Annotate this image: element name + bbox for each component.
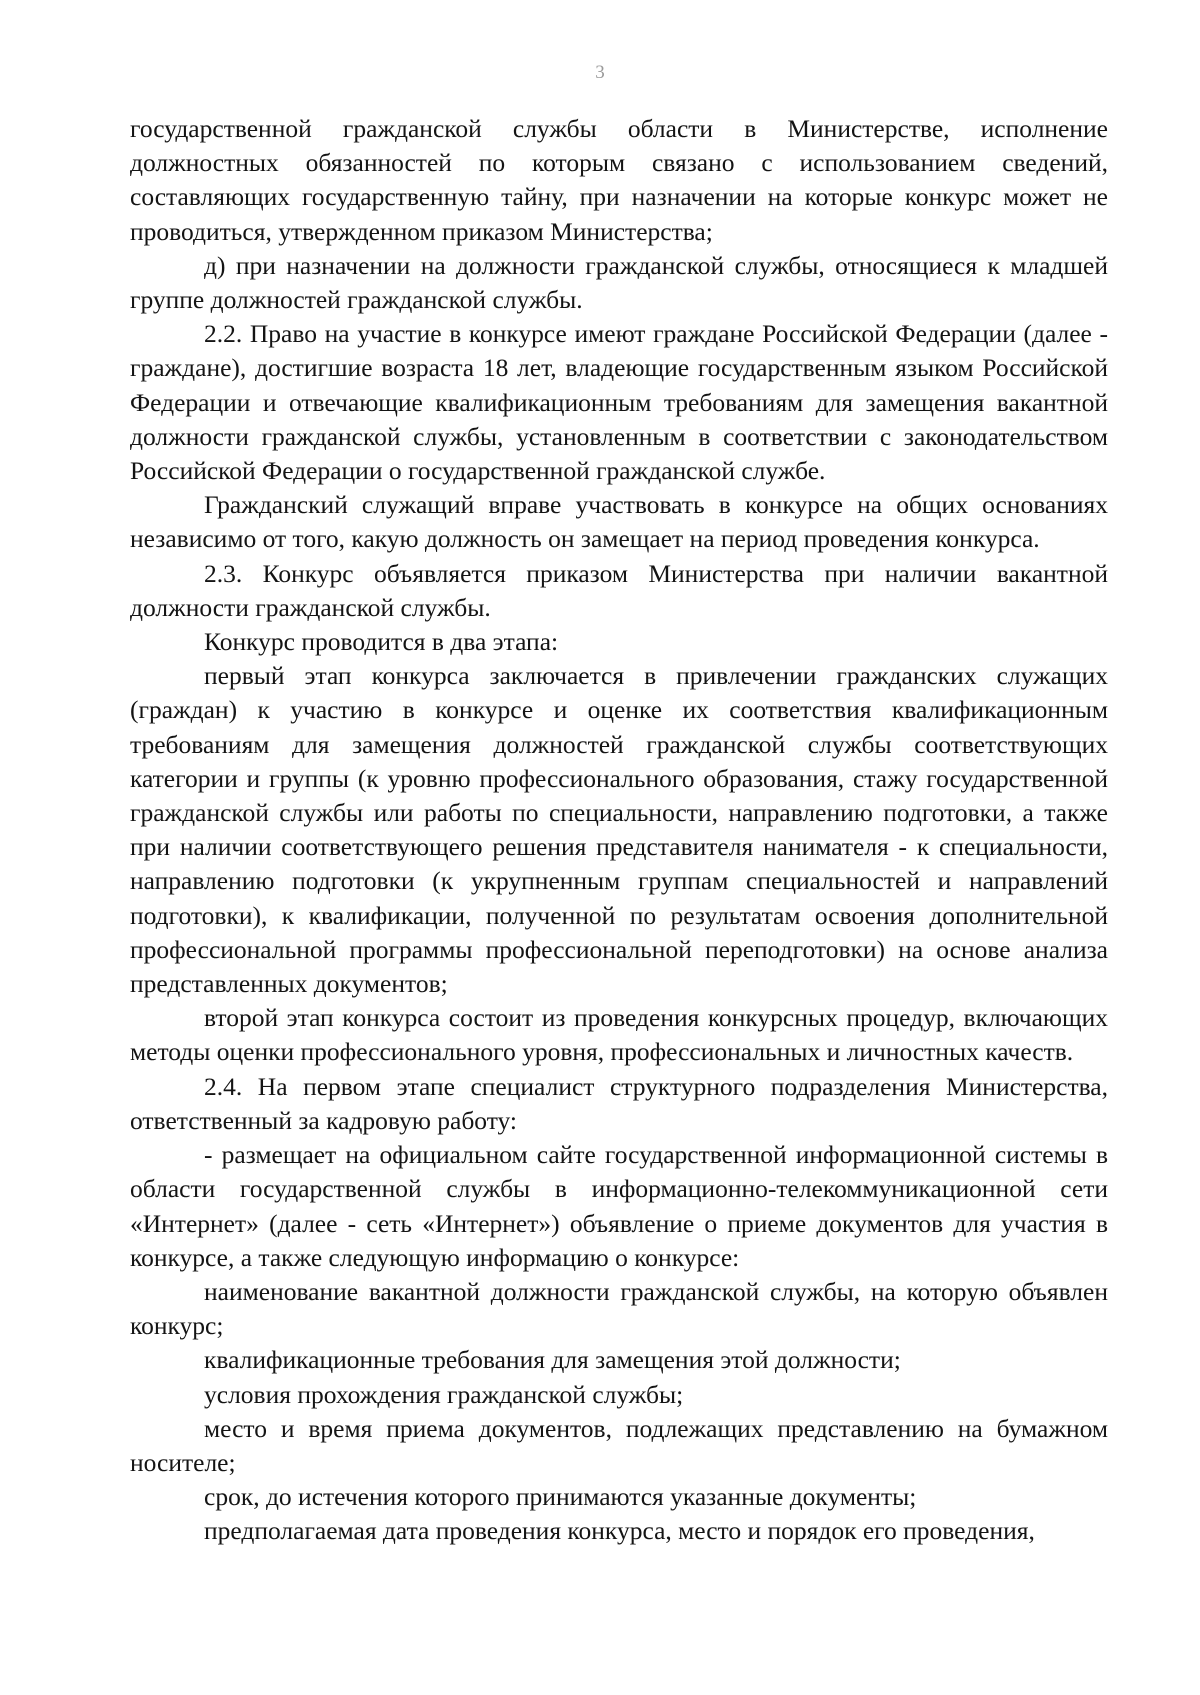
- paragraph: первый этап конкурса заключается в привлечении гражданских служащих (граждан) к участию в конкурсе и оценке их соответствия квалификационным требованиям для замещения должностей гражданской службы соответствующих категории и группы (к уровню профессионального образования, стажу государственной гражданской службы или работы по специальности, направлению подготовки, а также при наличии соответствующего решения представителя нанимателя - к специальности, направлению подготовки (к укрупненным группам специальностей и направлений подготовки), к квалификации, полученной по результатам освоения дополнительной профессиональной программы профессиональной переподготовки) на основе анализа представленных документов;: [130, 661, 1108, 999]
- paragraph: место и время приема документов, подлежащих представлению на бумажном носителе;: [130, 1413, 1108, 1477]
- paragraph: наименование вакантной должности гражданской службы, на которую объявлен конкурс;: [130, 1276, 1108, 1341]
- paragraph: квалификационные требования для замещения этой должности;: [204, 1345, 901, 1375]
- paragraph: срок, до истечения которого принимаются указанные документы;: [204, 1482, 917, 1512]
- paragraph: д) при назначении на должности гражданской службы, относящиеся к младшей группе должностей гражданской службы.: [130, 250, 1108, 315]
- paragraph: Конкурс проводится в два этапа:: [204, 627, 559, 657]
- paragraph: Гражданский служащий вправе участвовать в конкурсе на общих основаниях независимо от того, какую должность он замещает на период проведения конкурса.: [130, 490, 1108, 554]
- page-number: 3: [595, 62, 605, 83]
- paragraph: 2.3. Конкурс объявляется приказом Министерства при наличии вакантной должности гражданской службы.: [130, 558, 1108, 622]
- paragraph: предполагаемая дата проведения конкурса, место и порядок его проведения,: [204, 1516, 1035, 1546]
- paragraph: второй этап конкурса состоит из проведения конкурсных процедур, включающих методы оценки профессионального уровня, профессиональных и личностных качеств.: [130, 1003, 1108, 1067]
- paragraph: 2.4. На первом этапе специалист структурного подразделения Министерства, ответственный за кадровую работу:: [130, 1071, 1108, 1135]
- paragraph: условия прохождения гражданской службы;: [204, 1379, 684, 1409]
- paragraph: - размещает на официальном сайте государственной информационной системы в области государственной службы в информационно-телекоммуникационной сети «Интернет» (далее - сеть «Интернет») объявление о приеме документов для участия в конкурсе, а также следующую информацию о конкурсе:: [130, 1140, 1108, 1272]
- paragraph: 2.2. Право на участие в конкурсе имеют граждане Российской Федерации (далее - граждане), достигшие возраста 18 лет, владеющие государственным языком Российской Федерации и отвечающие квалификационным требованиям для замещения вакантной должности гражданской службы, установленным в соответствии с законодательством Российской Федерации о государственной гражданской службе.: [130, 319, 1108, 486]
- paragraph: государственной гражданской службы области в Министерстве, исполнение должностных обязанностей по которым связано с использованием сведений, составляющих государственную тайну, при назначении на которые конкурс может не проводиться, утвержденном приказом Министерства;: [130, 114, 1108, 246]
- body-text: [130, 112, 1108, 1549]
